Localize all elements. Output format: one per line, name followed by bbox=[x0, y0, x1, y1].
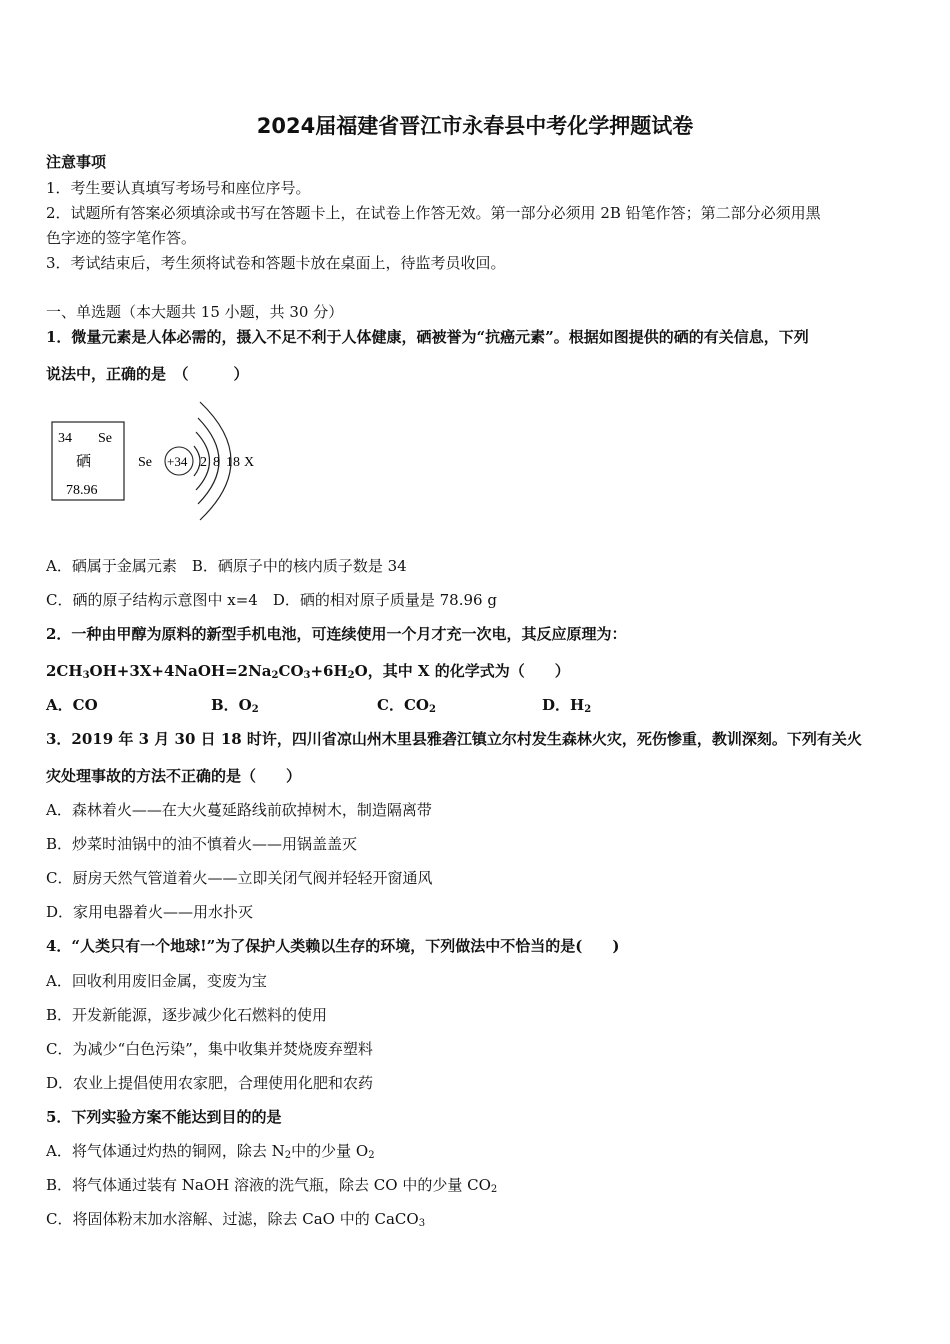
element-symbol: Se bbox=[98, 431, 112, 446]
q4-option: D．农业上提倡使用农家肥，合理使用化肥和农药 bbox=[46, 1074, 374, 1092]
q5-option-b: B．将气体通过装有 NaOH 溶液的洗气瓶，除去 CO 中的少量 $CO_2$ bbox=[46, 1176, 498, 1195]
notice-item: 色字迹的签字笔作答。 bbox=[46, 229, 197, 247]
atomic-mass: 78.96 bbox=[66, 483, 98, 498]
q2-option-c: C．$CO_2$ bbox=[377, 696, 436, 715]
q3-option: D．家用电器着火——用水扑灭 bbox=[46, 903, 254, 921]
notice-heading: 注意事项 bbox=[46, 153, 107, 171]
q4-option: C．为减少“白色污染”，集中收集并焚烧废弃塑料 bbox=[46, 1040, 373, 1058]
q1-options-ab: A．硒属于金属元素 B．硒原子中的核内质子数是 34 bbox=[46, 557, 407, 575]
q5-option-c: C．将固体粉末加水溶解、过滤，除去 CaO 中的 CaCO$_3$ bbox=[46, 1210, 426, 1229]
q5-stem: 5．下列实验方案不能达到目的的是 bbox=[46, 1108, 282, 1126]
section-heading: 一、单选题（本大题共 15 小题，共 30 分） bbox=[46, 303, 344, 321]
shell-electrons: 2 bbox=[200, 455, 207, 470]
q2-option-b: B．$O_2$ bbox=[211, 696, 259, 715]
shell-electrons: 8 bbox=[213, 455, 220, 470]
q3-stem: 3．2019 年 3 月 30 日 18 时许，四川省凉山州木里县雅砻江镇立尔村发生森林火灾，死伤惨重，教训深刻。下列有关火 bbox=[46, 730, 862, 748]
q4-stem: 4．“人类只有一个地球!”为了保护人类赖以生存的环境，下列做法中不恰当的是( ) bbox=[46, 937, 620, 955]
q3-option: C．厨房天然气管道着火——立即关闭气阀并轻轻开窗通风 bbox=[46, 869, 433, 887]
element-name: 硒 bbox=[76, 454, 92, 470]
page-title: 2024届福建省晋江市永春县中考化学押题试卷 bbox=[256, 114, 694, 138]
q3-stem-cont: 灾处理事故的方法不正确的是（ ） bbox=[46, 767, 302, 785]
q1-stem: 1．微量元素是人体必需的，摄入不足不利于人体健康，硒被誉为“抗癌元素”。根据如图提供的硒的有关信息，下列 bbox=[46, 328, 809, 346]
q2-option-d: D．$H_2$ bbox=[542, 696, 592, 715]
shell-electrons: 18 bbox=[226, 455, 240, 470]
q1-stem-cont: 说法中，正确的是 （ ） bbox=[46, 365, 249, 383]
q4-option: B．开发新能源，逐步减少化石燃料的使用 bbox=[46, 1006, 328, 1024]
diagram-symbol: Se bbox=[138, 455, 152, 470]
q2-equation: $2CH_3OH+3X+4NaOH=2Na_2CO_3+6H_2O$，其中 X 的化学式为（ ） bbox=[46, 662, 570, 681]
notice-item: 1．考生要认真填写考场号和座位序号。 bbox=[46, 179, 311, 197]
q3-option: A．森林着火——在大火蔓延路线前砍掉树木，制造隔离带 bbox=[46, 801, 432, 819]
nucleus-charge: +34 bbox=[167, 454, 188, 469]
q5-option-a: A．将气体通过灼热的铜网，除去 $N_2$中的少量 $O_2$ bbox=[46, 1142, 375, 1161]
q1-options-cd: C．硒的原子结构示意图中 x=4 D．硒的相对原子质量是 78.96 g bbox=[46, 591, 497, 609]
atomic-number: 34 bbox=[58, 431, 72, 446]
q4-option: A．回收利用废旧金属，变废为宝 bbox=[46, 972, 267, 990]
shell-electrons: X bbox=[244, 455, 255, 470]
q2-stem: 2．一种由甲醇为原料的新型手机电池，可连续使用一个月才充一次电，其反应原理为： bbox=[46, 625, 627, 643]
q2-option-a: A．CO bbox=[46, 696, 98, 714]
notice-item: 2．试题所有答案必须填涂或书写在答题卡上，在试卷上作答无效。第一部分必须用 2B 铅笔作答；第二部分必须用黑 bbox=[46, 204, 821, 222]
selenium-figure bbox=[46, 396, 276, 530]
q3-option: B．炒菜时油锅中的油不慎着火——用锅盖盖灭 bbox=[46, 835, 358, 853]
notice-item: 3．考试结束后，考生须将试卷和答题卡放在桌面上，待监考员收回。 bbox=[46, 254, 506, 272]
